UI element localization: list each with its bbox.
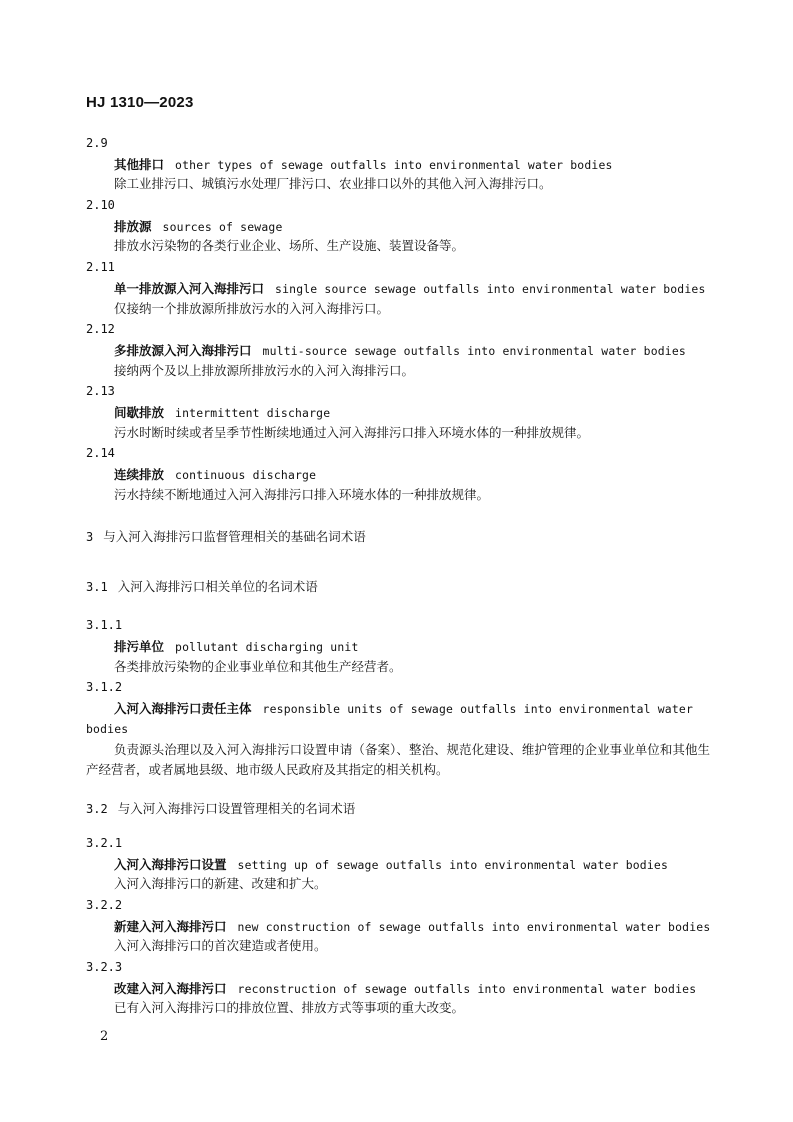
term-english: reconstruction of sewage outfalls into environmental water bodies <box>237 981 697 996</box>
term-chinese: 新建入河入海排污口 <box>114 918 227 934</box>
term-entry <box>86 257 710 319</box>
term-line <box>86 278 710 299</box>
term-definition: 除工业排污口、城镇污水处理厂排污口、农业排口以外的其他入河入海排污口。 <box>114 176 552 192</box>
term-english: other types of sewage outfalls into environmental water bodies <box>175 157 613 172</box>
clause-number: 3.2.2 <box>86 897 123 912</box>
term-definition: 各类排放污染物的企业事业单位和其他生产经营者。 <box>114 658 402 674</box>
term-line <box>86 216 710 237</box>
term-entry <box>86 319 710 381</box>
clause-number: 2.9 <box>86 136 108 150</box>
term-chinese: 入河入海排污口设置 <box>114 856 227 872</box>
clause-number: 3.2.3 <box>86 960 123 975</box>
page-content <box>86 133 710 1019</box>
term-english: intermittent discharge <box>175 405 331 420</box>
term-line <box>86 154 710 175</box>
term-definition: 接纳两个及以上排放源所排放污水的入河入海排污口。 <box>114 362 415 378</box>
section-heading <box>86 527 710 547</box>
clause-number: 2.14 <box>86 446 115 461</box>
term-definition: 污水时断时续或者呈季节性断续地通过入河入海排污口排入环境水体的一种排放规律。 <box>114 424 590 440</box>
term-chinese: 多排放源入河入海排污口 <box>114 342 252 358</box>
term-entry <box>86 381 710 443</box>
term-line <box>86 402 710 423</box>
term-chinese: 入河入海排污口责任主体 <box>114 701 252 717</box>
term-definition: 已有入河入海排污口的排放位置、排放方式等事项的重大改变。 <box>114 1000 465 1016</box>
term-english: sources of sewage <box>162 219 283 234</box>
clause-number: 2.10 <box>86 198 115 213</box>
term-chinese: 其他排口 <box>114 156 165 172</box>
term-definition: 入河入海排污口的首次建造或者使用。 <box>114 938 327 954</box>
term-definition: 污水持续不断地通过入河入海排污口排入环境水体的一种排放规律。 <box>114 486 490 502</box>
page-number: 2 <box>100 1029 109 1044</box>
subsection-heading <box>86 577 710 597</box>
term-english: continuous discharge <box>175 468 317 482</box>
term-definition: 仅接纳一个排放源所排放污水的入河入海排污口。 <box>114 300 390 316</box>
clause-number: 2.13 <box>86 384 115 399</box>
term-definition: 排放水污染物的各类行业企业、场所、生产设施、装置设备等。 <box>114 238 465 254</box>
term-entry <box>86 957 710 1019</box>
term-entry <box>86 133 710 195</box>
clause-number: 2.12 <box>86 322 115 337</box>
section-title: 与入河入海排污口监督管理相关的基础名词术语 <box>103 529 366 545</box>
term-chinese: 间歇排放 <box>114 404 165 420</box>
term-english: responsible units of sewage outfalls into environmental water <box>262 702 694 717</box>
term-entry <box>86 677 710 780</box>
clause-number: 3.2.1 <box>86 835 123 850</box>
term-english: pollutant discharging unit <box>175 640 359 655</box>
section-title: 与入河入海排污口设置管理相关的名词术语 <box>117 800 356 816</box>
section-title: 入河入海排污口相关单位的名词术语 <box>117 579 318 595</box>
term-definition: 负责源头治理以及入河入海排污口设置申请（备案）、整治、规范化建设、维护管理的企业事业单位和其他生产经营者，或者属地县级、地市级人民政府及其指定的相关机构。 <box>86 741 710 778</box>
section-number: 3 <box>86 530 94 545</box>
document-code: HJ 1310—2023 <box>86 94 194 111</box>
term-chinese: 连续排放 <box>114 467 165 482</box>
term-english: setting up of sewage outfalls into environmental water bodies <box>237 857 669 872</box>
clause-number: 3.1.1 <box>86 618 123 633</box>
term-line <box>86 464 710 485</box>
section-number: 3.1 <box>86 580 108 595</box>
term-english-continued: bodies <box>86 721 129 736</box>
term-english: new construction of sewage outfalls into environmental water bodies <box>237 919 711 934</box>
term-entry <box>86 443 710 505</box>
term-chinese: 改建入河入海排污口 <box>114 980 227 996</box>
term-line <box>86 340 710 361</box>
term-chinese: 单一排放源入河入海排污口 <box>114 280 265 296</box>
term-english: multi-source sewage outfalls into environmental water bodies <box>262 343 686 358</box>
term-chinese: 排污单位 <box>114 639 165 655</box>
term-entry <box>86 195 710 257</box>
term-definition: 入河入海排污口的新建、改建和扩大。 <box>114 876 327 892</box>
term-entry <box>86 615 710 677</box>
term-line <box>86 978 710 999</box>
clause-number: 2.11 <box>86 260 115 275</box>
term-entry <box>86 895 710 957</box>
term-entry <box>86 833 710 895</box>
term-line <box>86 698 710 719</box>
term-line <box>86 854 710 875</box>
term-chinese: 排放源 <box>114 218 152 234</box>
term-line <box>86 916 710 937</box>
term-english: single source sewage outfalls into environmental water bodies <box>275 281 706 296</box>
section-number: 3.2 <box>86 801 108 816</box>
clause-number: 3.1.2 <box>86 680 123 695</box>
subsection-heading <box>86 799 710 819</box>
term-line <box>86 636 710 657</box>
